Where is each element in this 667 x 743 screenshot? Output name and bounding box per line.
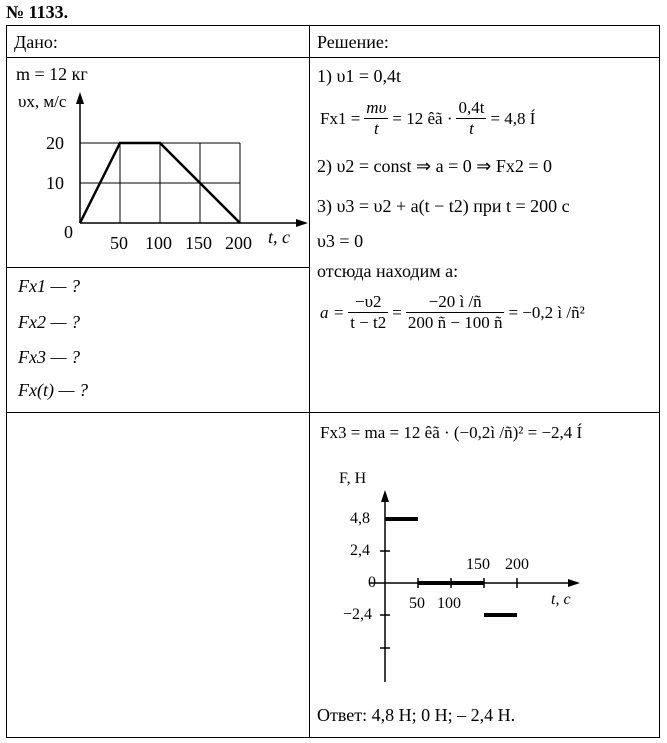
accel-fraction-a-den: t − t2	[350, 313, 387, 332]
force-ylabel: F, H	[339, 470, 367, 487]
velocity-ylabel: υx, м/с	[18, 92, 67, 111]
accel-fraction-b-den: 200 ñ − 100 ñ	[407, 313, 503, 332]
force-1-fraction-a-num: mυ	[366, 98, 387, 117]
solution-step-5: отсюда находим a:	[317, 261, 459, 281]
v-tick-20: 20	[46, 133, 64, 153]
force-1-fraction-b-den: t	[469, 119, 474, 138]
given-header: Дано:	[14, 32, 58, 52]
f-tick-200: 200	[505, 556, 529, 573]
v-tick-50: 50	[110, 233, 128, 253]
accel-eq: =	[392, 302, 402, 322]
solution-header: Решение:	[317, 32, 389, 52]
accel-fraction-a-num: −υ2	[348, 292, 388, 313]
v-tick-10: 10	[46, 173, 64, 193]
find-fx3: Fx3 — ?	[18, 347, 80, 367]
f-tick-150: 150	[466, 556, 490, 573]
velocity-xlabel: t, c	[268, 227, 290, 247]
v-tick-150: 150	[185, 233, 212, 253]
given-mass: m = 12 кг	[16, 64, 88, 84]
v-tick-100: 100	[145, 233, 172, 253]
accel-rhs: = −0,2 ì /ñ²	[508, 302, 585, 322]
force-1-rhs: = 4,8 Í	[490, 108, 536, 128]
v-tick-0: 0	[64, 222, 73, 242]
solution-step-4: υ3 = 0	[317, 231, 364, 251]
f-tick-0: 0	[368, 574, 376, 591]
accel-lhs: a =	[320, 302, 345, 322]
accel-fraction-b-num: −20 ì /ñ	[406, 292, 505, 313]
solution-step-3: 3) υ3 = υ2 + a(t − t2) при t = 200 c	[317, 196, 570, 216]
f-axis-x-arrow	[568, 579, 580, 587]
answer-text: Ответ: 4,8 Н; 0 Н; – 2,4 Н.	[317, 705, 516, 725]
f-tick-neg-2-4: −2,4	[343, 606, 373, 623]
problem-number: № 1133.	[6, 2, 69, 22]
f-tick-4-8: 4,8	[350, 510, 370, 527]
f-tick-50: 50	[409, 595, 425, 612]
force-1-mid: = 12 êã ·	[392, 108, 453, 128]
v-tick-200: 200	[225, 233, 252, 253]
solution-step-1: 1) υ1 = 0,4t	[317, 66, 402, 86]
force-1-lhs: Fx1 =	[320, 108, 361, 128]
solution-force-3: Fx3 = ma = 12 êã · (−0,2ì /ñ)² = −2,4 Í	[320, 423, 583, 442]
find-fx1: Fx1 — ?	[18, 276, 80, 296]
find-fx2: Fx2 — ?	[18, 312, 80, 332]
f-axis-y-arrow	[381, 490, 389, 502]
find-fxt: Fx(t) — ?	[18, 380, 88, 400]
force-xlabel: t, c	[551, 591, 571, 608]
solution-step-2: 2) υ2 = const ⇒ a = 0 ⇒ Fx2 = 0	[317, 156, 553, 176]
force-1-fraction-a-den: t	[373, 119, 379, 138]
f-tick-2-4: 2,4	[350, 542, 370, 559]
f-tick-100: 100	[437, 595, 461, 612]
force-1-fraction-b-num: 0,4t	[458, 98, 485, 117]
